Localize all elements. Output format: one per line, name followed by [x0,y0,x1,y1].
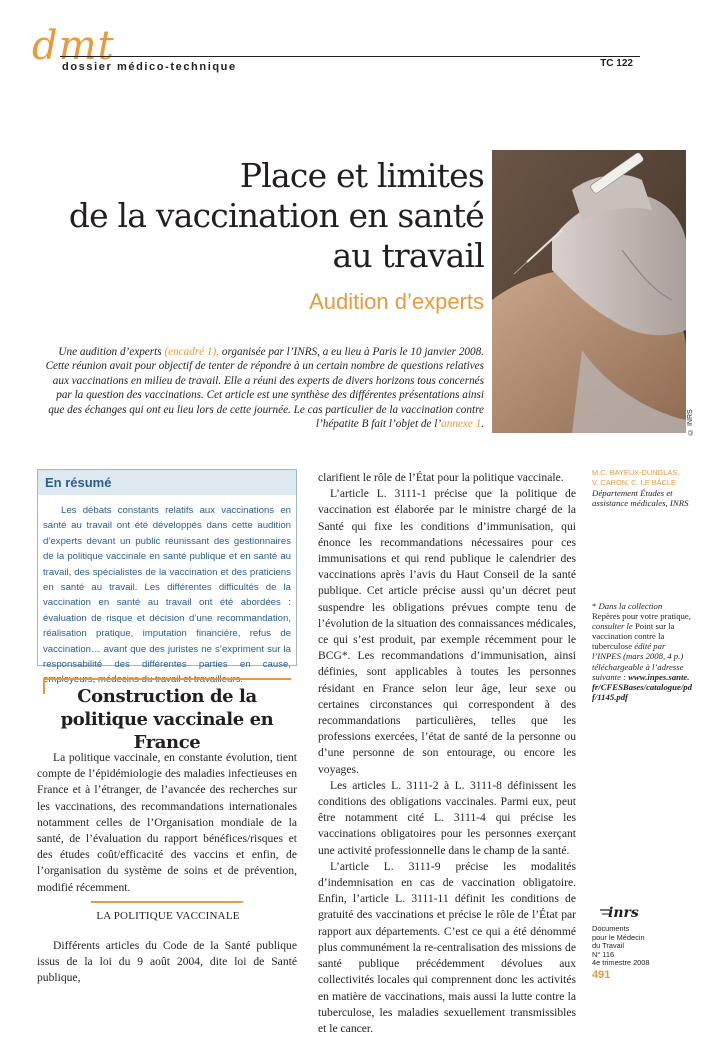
column-1 [37,750,297,896]
paragraph: clarifient le rôle de l’État pour la politique vaccinale. [318,471,564,484]
column-2 [318,470,576,1037]
summary-text: Les débats constants relatifs aux vaccinations en santé au travail ont été développés dans cette audition d’experts devant un public réunissant des gestionnaires de la politique vaccinale en santé publique et en santé au travail, des spécialistes de la vaccination et des praticiens en santé au travail. Les différentes difficultés de la vaccination en santé au travail ont été abordées : évaluation de risque et décision d’une recommandation, réalisation pratique, imputation financière, refus de vaccination… avant que des juristes ne s’expriment sur la responsabilité des différentes parties en cause, employeurs, médecins du travail et travailleurs. [43,505,291,686]
column-1-continued [37,938,297,987]
section-rule [43,678,291,680]
page-number: 491 [592,969,611,981]
subheading: LA POLITIQUE VACCINALE [96,910,240,922]
subheading-box [75,901,261,922]
journal-info: Documents pour le Médecin du Travail N° 116 4e trimestre 2008 [592,924,650,968]
svg-text:inrs: inrs [608,905,639,921]
paragraph: Différents articles du Code de la Santé publique issus de la loi du 9 août 2004, dite loi de Santé publique, [37,939,297,985]
journal-subtitle: dossier médico-technique [62,61,237,73]
article-code: TC 122 [600,58,633,69]
footnote-url[interactable]: www.inpes.sante.fr/CFESBases/catalogue/pdf/1145.pdf [592,671,692,702]
summary-heading: En résumé [38,470,296,495]
photo-credit: © INRS [687,409,694,435]
article-subtitle: Audition d’experts [309,289,484,314]
dmt-logo: dmt [32,23,115,69]
department: Département Études et assistance médicales, INRS [592,488,689,508]
header-divider [60,56,640,57]
section-heading-box [37,678,297,753]
annexe-link[interactable]: annexe 1 [441,418,482,431]
paragraph: La politique vaccinale, en constante évolution, tient compte de l’épidémiologie des maladies infectieuses en France et à l’étranger, de l’avancée des recherches sur les vaccinations, des recommandations internationales notamment celles de l’Organisation mondiale de la santé, de l’évaluation du rapport bénéfices/risques et des études coût/efficacité des vaccins et enfin, de l’organisation du système de soins et de prévention, modifié récemment. [37,751,297,894]
subheading-rule [91,901,243,903]
encadre-link[interactable]: (encadré 1), [164,346,220,358]
vaccination-photo [492,150,686,433]
authors: M.C. BAYEUX-DUNGLAS, V. CARON, C. LE BÂCLE [592,468,680,487]
summary-box [37,469,297,686]
title-line-2: de la vaccination en santé [68,196,484,235]
article-intro: Une audition d’experts (encadré 1), organisée par l’INRS, a eu lieu à Paris le 10 janvier 2008. Cette réunion avait pour objectif de tenter de répondre à un certain nombre de questions relatives aux vaccinations en milieu de travail. Elle a réuni des experts de divers horizons tous concernés par la question des vaccinations. Cet article est une synthèse des différentes présentations ainsi que des échanges qui ont eu lieu lors de cette journée. Le cas particulier de la vaccination contre l’hépatite B fait l’objet de l’annexe 1. [45,346,484,431]
title-line-1: Place et limites [239,156,484,195]
paragraph: L’article L. 3111-1 précise que la politique de vaccination est élaborée par le ministre chargé de la Santé qui fixe les conditions d’immunisation, qui énonce les recommandations nécessaires pour ces immunisations et qui rend publique le calendrier des vaccinations après l’avis du Haut Conseil de la santé publique. Cet article précise aussi qu’un décret peut suspendre les obligations prévues compte tenu de l’évolution de la situation des connaissances médicales, ce qui s’est produit, par exemple récemment pour le BCG*. Les recommandations d’immunisation, ainsi définies, sont applicables à toutes les personnes résidant en France selon leur âge, leur sexe ou certaines circonstances qui correspondent à des recommandations particulières, telles que les professions exercées, l’état de santé de la personne ou d’une personne de son entourage, ou encore les voyages. [318,487,576,776]
section-title: Construction de la politique vaccinale en France [60,686,274,753]
inrs-logo [600,902,660,922]
paragraph: L’article L. 3111-9 précise les modalités d’indemnisation en cas de vaccination obligatoire. Enfin, l’article L. 3111-11 définit les conditions de gratuité des vaccinations et précise le rôle de l’État par rapport aux départements. C’est ce qui a été dénommé plus communément la re-centralisation des missions de santé publique précédemment dévolues aux collectivités locales qui comprennent donc les activités en matière de vaccinations, mais aussi la lutte contre la tuberculose, les maladies sexuellement transmissibles et le cancer. [318,859,576,1035]
footnote: * Dans la collection Repères pour votre pratique, consulter le Point sur la vaccination contre la tuberculose édité par l’INPES (mars 2008, 4 p.) téléchargeable à l’adresse suivante : www.inpes.sante.fr/CFESBases/catalogue/pdf/1145.pdf [592,601,692,702]
paragraph: Les articles L. 3111-2 à L. 3111-8 définissent les conditions des obligations vaccinales. Parmi eux, peut être notamment cité L. 3111-4 qui précise les vaccinations obligatoires pour les personnes exerçant une activité professionnelle dans le champ de la santé. [318,778,576,857]
article-title [14,156,484,276]
title-line-3: au travail [332,236,484,275]
